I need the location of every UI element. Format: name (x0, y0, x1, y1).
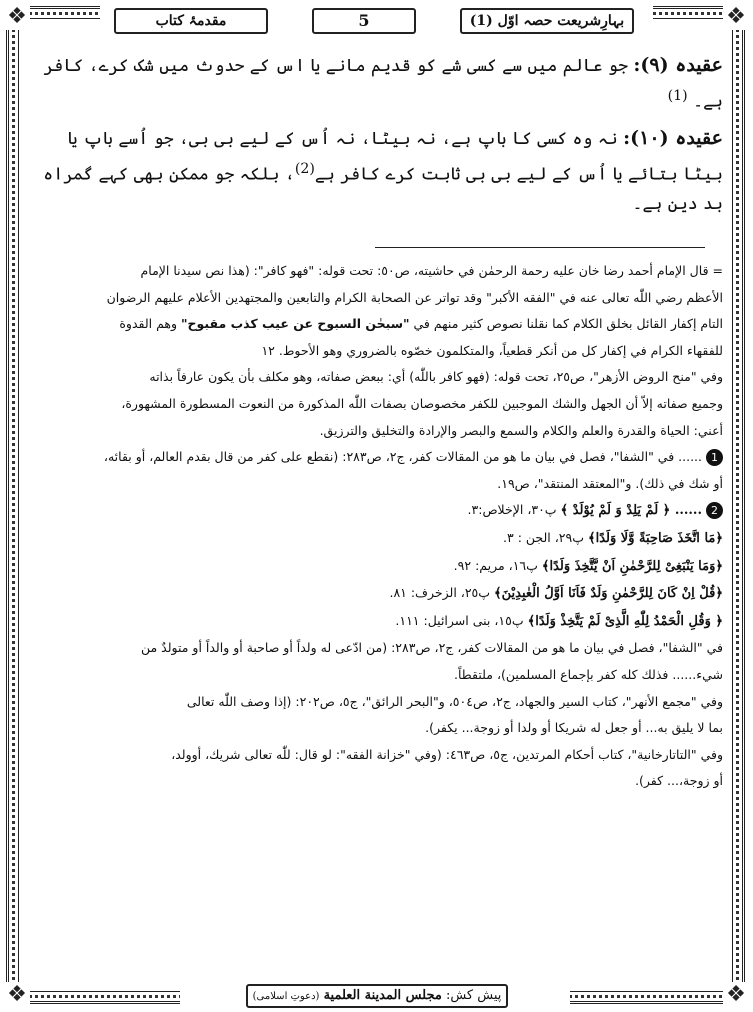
publisher-subtitle: (دعوتِ اسلامی) (252, 991, 320, 1002)
aqida-9-label: عقیدہ (۹): (633, 54, 723, 76)
verse-reference: پ١٦، مريم: ٩٢. (453, 557, 542, 573)
footnote-line: بما لا يليق به... أو جعل له شريكا أو ولدا أو زوجة... يكفر). (425, 720, 723, 736)
aqida-9-text: جو عالم میں سے کسی شے کو قدیم مانے یا اس کے حدوث میں شک کرے، کافر ہے۔ (43, 56, 723, 112)
aqida-10 (30, 123, 723, 220)
footnote-text: وهم القدوة (119, 316, 182, 332)
footnote-line (30, 525, 723, 553)
footnote-line: أو زوجة،... كفر). (635, 773, 723, 789)
book-title-emphasis: "سبحٰن السبوح عن عيب كذب مقبوح" (181, 316, 410, 332)
footnote-line: = قال الإمام أحمد رضا خان عليه رحمة الرحمٰن في حاشيته، ص٥٠: تحت قوله: "فهو كافر": (هذا نص سيدنا الإمام (140, 263, 723, 278)
footnote-line: للفقهاء الكرام في إكفار كل من أنكر قطعياً، والمتكلمون خصّوه بالضروري وهو الأحوط. ١٢ (261, 342, 723, 358)
page-footer (180, 982, 570, 1008)
footnote-line: أعني: الحياة والقدرة والعلم والكلام والسمع والبصر والإرادة والتخليق والترزيق. (319, 422, 723, 438)
verse-reference: پ٣٠، الإخلاص:٣. (467, 502, 561, 518)
page-number: 5 (312, 8, 416, 34)
aqida-10-label: عقیدہ (۱۰): (623, 126, 723, 149)
quran-verse: ﴿وَمَا يَنْبَغِىْ لِلرَّحْمٰنِ اَنْ يَّتَّخِذَ وَلَدًا﴾ (541, 558, 723, 574)
footnote-line: وفي "التاتارخانية"، كتاب أحكام المرتدين، ج٥، ص٤٦٣: (وفي "خزانة الفقه": لو قال: للّٰه تعالى شريك، أوولد، (171, 746, 723, 762)
footnote-line (30, 311, 723, 338)
corner-ornament-icon: ❖ (4, 4, 30, 30)
footnotes (30, 258, 723, 795)
verse-reference: پ٢٩، الجن : ٣. (503, 529, 588, 545)
section-title: مقدمۂ کتاب (114, 8, 268, 34)
page-header (100, 6, 653, 32)
aqida-10-text: نہ وہ کسی کا باپ ہے، نہ بیٹا، نہ اُس کے لیے بی بی، جو اُسے باپ یا بیٹا بتائے یا اُس کے لیے بی بی ثابت کرے کافر ہے (67, 128, 723, 185)
corner-ornament-icon: ❖ (723, 4, 749, 30)
corner-ornament-icon: ❖ (4, 982, 30, 1008)
book-title: بہارِشریعت حصہ اوّل (1) (460, 8, 634, 34)
verse-reference: پ١٥، بنى اسرائيل: ١١١. (395, 612, 528, 628)
footnote-line (30, 553, 723, 581)
footnote-line: وفي "مجمع الأنهر"، كتاب السير والجهاد، ج٢، ص٥٠٤، و"البحر الرائق"، ج٥، ص٢٠٢: (إذا وصف اللّٰه تعالى (186, 693, 723, 709)
quran-verse: ﴿مَا اتَّخَذَ صَاحِبَةً وَّلَا وَلَدًا﴾ (587, 530, 723, 546)
presenter-label: پیش کش: (445, 988, 502, 1003)
quran-verse: ...... ﴿ لَمْ يَلِدْ وَ لَمْ يُوْلَدْ ﴾ (560, 503, 702, 519)
footnote-ref-1: (1) (667, 88, 688, 104)
footnote-line: وفي "منح الروض الأزهر"، ص٢٥، تحت قوله: (فهو كافر باللّٰه) أي: ببعض صفاته، وهو مكلف بأن يكون عارفاً بذاته (149, 369, 723, 385)
footnote-line (30, 580, 723, 608)
footnote-1 (30, 444, 723, 471)
footnote-line: شيء...... فذلك كله كفر بإجماع المسلمين)، ملتقطاً. (454, 666, 723, 682)
footnote-text: التام إكفار القائل بخلق الكلام كما نقلنا نصوص كثير منهم في (409, 316, 723, 332)
footnote-2 (30, 497, 723, 525)
quran-verse: ﴿ وَقُلِ الْحَمْدُ لِلّٰهِ الَّذِىْ لَمْ يَتَّخِذْ وَلَدًا﴾ (527, 613, 723, 629)
footnote-line: وجميع صفاته إلاّ أن الجهل والشك الموجبين للكفر مخصوصان بصفات اللّٰه المذكورة من النعوت المسطورة المشهورة، (121, 395, 723, 411)
corner-ornament-icon: ❖ (723, 982, 749, 1008)
footnote-divider (375, 247, 705, 248)
footnote-number-badge: 2 (706, 502, 723, 519)
quran-verse: ﴿قُلْ اِنْ كَانَ لِلرَّحْمٰنِ وَلَدٌ فَاَنَا اَوَّلُ الْعٰبِدِيْنَ﴾ (494, 586, 723, 602)
footnote-line: في "الشفا"، فصل في بيان ما هو من المقالات كفر، ج٢، ص٢٨٣: (من ادّعى له ولداً أو صاحبة أو والداً أو متولدٌ من (140, 640, 723, 656)
aqida-10-tail: ، بلکہ جو ممکن بھی کہے گمراہ بد دین ہے۔ (43, 164, 723, 215)
urdu-body (30, 50, 723, 225)
footnote-text: ...... في "الشفا"، فصل في بيان ما هو من المقالات كفر، ج٢، ص٢٨٣: (نقطع على كفر من قال بقدم العالم، أو بقائه، (103, 449, 702, 465)
footnote-ref-2: (2) (294, 160, 315, 177)
footnote-line: الأعظم رضي اللّٰه تعالى عنه في "الفقه الأكبر" وقد تواتر عن الصحابة الكرام والتابعين والمجتهدين الأعلام عليهم الرضوان (106, 289, 723, 305)
footnote-line: أو شك في ذلك). و"المعتقد المنتقد"، ص١٩. (497, 475, 723, 491)
verse-reference: پ٢٥، الزخرف: ٨١. (389, 585, 495, 601)
aqida-9 (30, 50, 723, 117)
footnote-line (30, 608, 723, 636)
publisher-box (246, 984, 508, 1008)
publisher-name: مجلس المدينة العلمية (323, 988, 442, 1003)
footnote-number-badge: 1 (706, 449, 723, 466)
